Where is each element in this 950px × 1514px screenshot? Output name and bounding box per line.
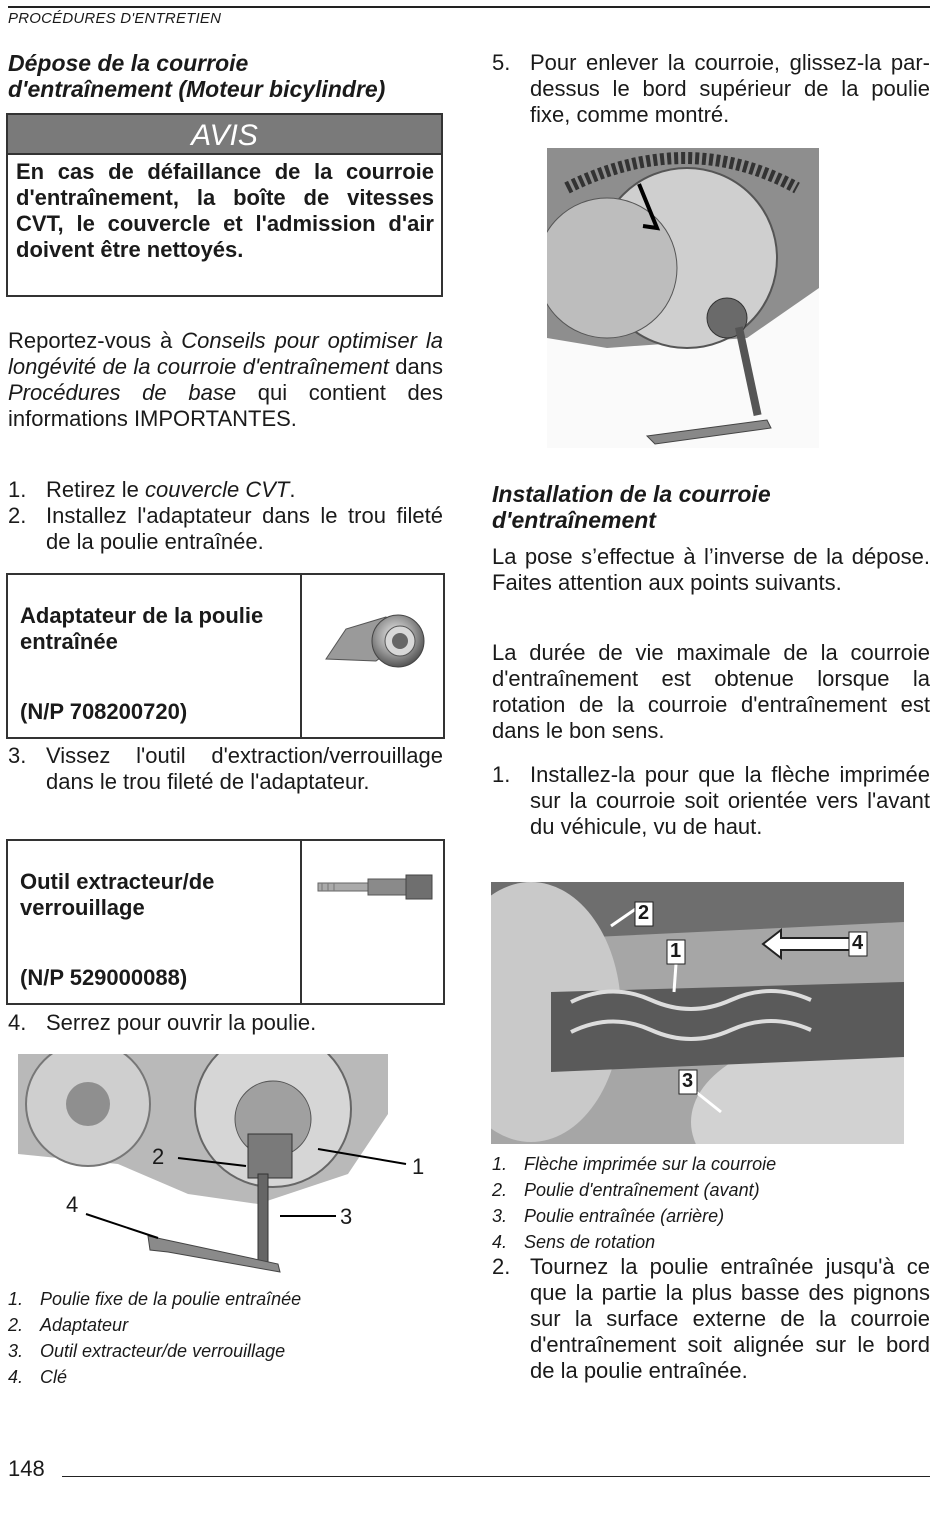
- tool-part-number: (N/P 708200720): [20, 699, 188, 724]
- caption-2: [492, 1177, 922, 1203]
- step-ref-cvt-cover: couvercle CVT: [145, 477, 290, 502]
- tool-box-adapter: [6, 573, 445, 739]
- step-number: 3.: [8, 743, 27, 768]
- caption-text: Flèche imprimée sur la courroie: [524, 1154, 777, 1174]
- install-title-line2: d'entraînement: [492, 507, 656, 533]
- footer-rule: [62, 1476, 930, 1477]
- intro-paragraph: [8, 328, 443, 432]
- step-5: [492, 50, 930, 128]
- step-number: 1.: [492, 762, 511, 787]
- callout-1: 1: [670, 940, 682, 962]
- step-number: 4.: [8, 1010, 27, 1035]
- caption-text: Clé: [40, 1367, 68, 1387]
- step-text: Serrez pour ouvrir la poulie.: [46, 1010, 317, 1035]
- tool-box-divider: [300, 575, 302, 737]
- callout-3: 3: [682, 1070, 694, 1092]
- callout-2: 2: [638, 902, 650, 924]
- intro-text-e: qui contient des informations IMPORTANTES.: [8, 380, 443, 431]
- step-number: 2.: [8, 503, 27, 528]
- step-text: Pour enlever la courroie, glissez-la par-dessus le bord supérieur de la poulie fixe, comme montré.: [530, 50, 930, 127]
- belt-orientation-illustration: [491, 882, 904, 1144]
- header-rule: [8, 6, 930, 8]
- figure-belt-orientation: [491, 882, 904, 1144]
- figure-belt-removal: [547, 148, 819, 448]
- intro-text-a: Reportez-vous à: [8, 328, 182, 353]
- caption-text: Adaptateur: [40, 1315, 129, 1335]
- notice-box: [6, 113, 443, 297]
- callout-3: 3: [340, 1204, 353, 1229]
- step-1: [8, 477, 443, 503]
- step-text: Installez l'adaptateur dans le trou fileté de la poulie entraînée.: [46, 503, 443, 554]
- tool-part-number: (N/P 529000088): [20, 965, 188, 990]
- step-2: [8, 503, 443, 555]
- caption-text: Sens de rotation: [524, 1232, 656, 1252]
- intro-ref-conseils: Conseils pour optimiser la longévité de la courroie d'entraînement: [8, 328, 444, 379]
- install-step-1: [492, 762, 930, 866]
- step-number: 1.: [8, 477, 27, 502]
- section-title-line1: Dépose de la courroie: [8, 50, 249, 76]
- intro-ref-procedures: Procédures de base: [8, 380, 237, 405]
- callout-4: 4: [66, 1192, 79, 1217]
- callout-1: 1: [412, 1154, 425, 1179]
- intro-text-c: dans: [388, 354, 443, 379]
- caption-3: [492, 1203, 922, 1229]
- caption-4: [492, 1229, 922, 1255]
- caption-4: [8, 1364, 438, 1390]
- section-title: [8, 50, 385, 102]
- caption-text: Outil extracteur/de verrouillage: [40, 1341, 286, 1361]
- caption-text: Poulie entraînée (arrière): [524, 1206, 725, 1226]
- page-number: 148: [8, 1456, 45, 1481]
- caption-1: [8, 1286, 438, 1312]
- caption-text: Poulie d'entraînement (avant): [524, 1180, 760, 1200]
- step-number: 2.: [492, 1254, 511, 1279]
- step-text: [46, 477, 443, 503]
- step-text-c: .: [289, 477, 296, 502]
- tool-box-divider: [300, 841, 302, 1003]
- tool-name: Adaptateur de la poulie entraînée: [20, 603, 264, 654]
- step-text: Tournez la poulie entraînée jusqu'à ce que la partie la plus basse des pignons sur la surface externe de la courroie d'entraînement soit alignée sur le bord de la poulie entraînée.: [530, 1254, 930, 1383]
- caption-1: [492, 1151, 922, 1177]
- caption-number: 3.: [8, 1341, 24, 1361]
- step-text: Vissez l'outil d'extraction/verrouillage dans le trou fileté de l'adaptateur.: [46, 743, 443, 794]
- section-title-line2: d'entraînement (Moteur bicylindre): [8, 76, 386, 102]
- callout-4: 4: [852, 932, 864, 954]
- install-paragraph-2: La durée de vie maximale de la courroie d'entraînement est obtenue lorsque la rotation de la courroie d'entraînement est dans le bon sens.: [492, 640, 930, 743]
- notice-title: AVIS: [8, 115, 441, 155]
- caption-3: [8, 1338, 438, 1364]
- caption-number: 2.: [8, 1315, 24, 1335]
- caption-number: 1.: [492, 1154, 508, 1174]
- install-paragraph-1: La pose s’effectue à l’inverse de la dépose. Faites attention aux points suivants.: [492, 544, 930, 595]
- install-title-line1: Installation de la courroie: [492, 481, 771, 507]
- step-number: 5.: [492, 50, 511, 75]
- extractor-tool-image: [312, 867, 438, 907]
- pulley-extraction-illustration: [18, 1054, 438, 1278]
- tool-name: Outil extracteur/de verrouillage: [20, 869, 215, 920]
- adapter-tool-image: [316, 599, 436, 679]
- figure-pulley-extraction: [18, 1054, 438, 1278]
- caption-text: Poulie fixe de la poulie entraînée: [40, 1289, 302, 1309]
- caption-number: 4.: [492, 1232, 508, 1252]
- step-text: Installez-la pour que la flèche imprimée sur la courroie soit orientée vers l'avant du véhicule, vu de haut.: [530, 762, 930, 839]
- install-title: [492, 481, 771, 533]
- caption-2: [8, 1312, 438, 1338]
- install-step-2: [492, 1254, 930, 1410]
- caption-number: 2.: [492, 1180, 508, 1200]
- caption-number: 3.: [492, 1206, 508, 1226]
- step-text-a: Retirez le: [46, 477, 146, 502]
- step-3: [8, 743, 443, 821]
- caption-number: 1.: [8, 1289, 24, 1309]
- notice-text: En cas de défaillance de la courroie d'entraînement, la boîte de vitesses CVT, le couvercle et l'admission d'air doivent être nettoyés.: [16, 159, 434, 262]
- tool-box-extractor: [6, 839, 445, 1005]
- section-header: PROCÉDURES D'ENTRETIEN: [8, 10, 222, 27]
- step-4: [8, 1010, 443, 1036]
- callout-2: 2: [152, 1144, 165, 1169]
- belt-removal-illustration: [547, 148, 819, 448]
- caption-number: 4.: [8, 1367, 24, 1387]
